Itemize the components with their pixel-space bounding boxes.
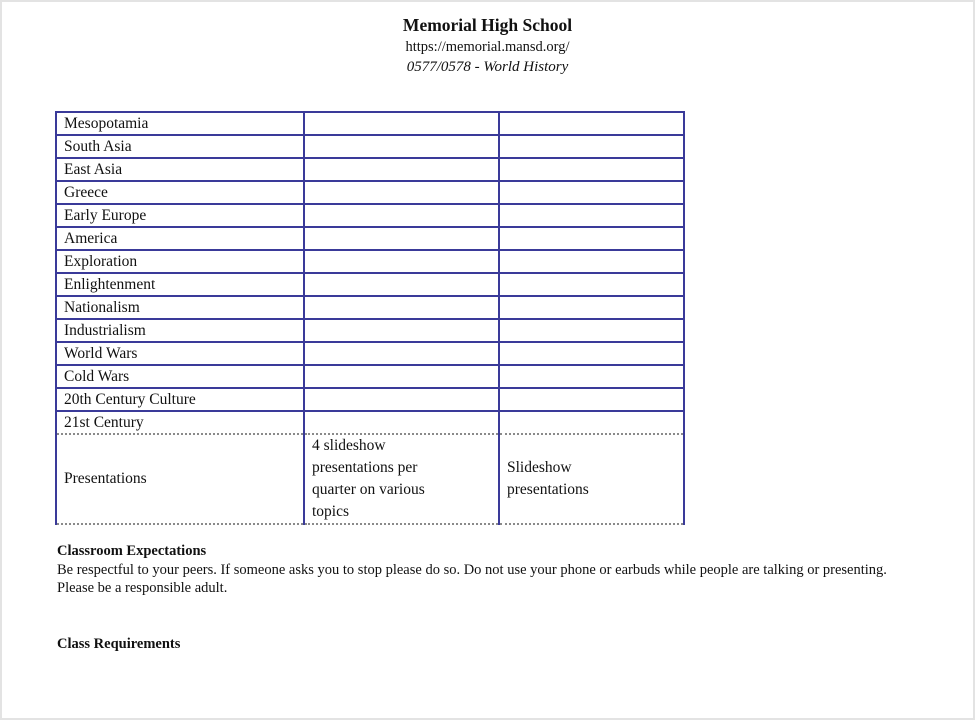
- topic-cell: Early Europe: [56, 204, 304, 227]
- presentations-type-cell: Slideshow presentations: [499, 434, 684, 524]
- empty-cell: [499, 135, 684, 158]
- empty-cell: [304, 388, 499, 411]
- topic-cell: Exploration: [56, 250, 304, 273]
- table-row: [56, 227, 684, 250]
- table-row: [56, 273, 684, 296]
- empty-cell: [499, 227, 684, 250]
- document-header: [0, 13, 975, 78]
- empty-cell: [499, 388, 684, 411]
- topic-cell: Greece: [56, 181, 304, 204]
- topic-cell: World Wars: [56, 342, 304, 365]
- topic-cell: Mesopotamia: [56, 112, 304, 135]
- classroom-expectations-heading: Classroom Expectations: [57, 543, 207, 559]
- topic-cell: Nationalism: [56, 296, 304, 319]
- empty-cell: [499, 273, 684, 296]
- topic-cell: 21st Century: [56, 411, 304, 434]
- table-row: [56, 388, 684, 411]
- empty-cell: [304, 296, 499, 319]
- text-sections: [57, 542, 900, 653]
- course-title: 0577/0578 - World History: [406, 59, 569, 76]
- topic-cell: Industrialism: [56, 319, 304, 342]
- course-topics-table: [55, 111, 685, 525]
- table-row: [56, 365, 684, 388]
- table-row: [56, 135, 684, 158]
- empty-cell: [499, 342, 684, 365]
- empty-cell: [499, 181, 684, 204]
- empty-cell: [304, 181, 499, 204]
- empty-cell: [304, 204, 499, 227]
- empty-cell: [304, 135, 499, 158]
- empty-cell: [499, 250, 684, 273]
- table-row: [56, 319, 684, 342]
- empty-cell: [304, 273, 499, 296]
- empty-cell: [304, 227, 499, 250]
- empty-cell: [304, 342, 499, 365]
- school-name: Memorial High School: [402, 15, 573, 35]
- school-website-url: https://memorial.mansd.org/: [405, 39, 570, 56]
- empty-cell: [499, 204, 684, 227]
- empty-cell: [304, 112, 499, 135]
- presentations-label-cell: Presentations: [56, 434, 304, 524]
- empty-cell: [499, 296, 684, 319]
- empty-cell: [499, 158, 684, 181]
- table-row: [56, 250, 684, 273]
- empty-cell: [304, 365, 499, 388]
- empty-cell: [499, 319, 684, 342]
- presentations-description-cell: 4 slideshow presentations per quarter on various topics: [304, 434, 499, 524]
- empty-cell: [304, 411, 499, 434]
- empty-cell: [499, 411, 684, 434]
- table-row: [56, 181, 684, 204]
- presentations-row: [56, 434, 684, 524]
- empty-cell: [304, 250, 499, 273]
- class-requirements-heading: Class Requirements: [57, 635, 181, 652]
- topic-cell: Enlightenment: [56, 273, 304, 296]
- topic-cell: Cold Wars: [56, 365, 304, 388]
- topic-cell: East Asia: [56, 158, 304, 181]
- empty-cell: [499, 112, 684, 135]
- table-row: [56, 204, 684, 227]
- topic-cell: America: [56, 227, 304, 250]
- empty-cell: [304, 319, 499, 342]
- classroom-expectations-body: Be respectful to your peers. If someone asks you to stop please do so. Do not use your phone or earbuds while people are talking or presenting. Please be a responsible adult.: [57, 561, 887, 596]
- empty-cell: [304, 158, 499, 181]
- table-row: [56, 342, 684, 365]
- topic-cell: South Asia: [56, 135, 304, 158]
- table-row: [56, 296, 684, 319]
- table-row: [56, 158, 684, 181]
- table-row: [56, 112, 684, 135]
- topic-cell: 20th Century Culture: [56, 388, 304, 411]
- empty-cell: [499, 365, 684, 388]
- table-row: [56, 411, 684, 434]
